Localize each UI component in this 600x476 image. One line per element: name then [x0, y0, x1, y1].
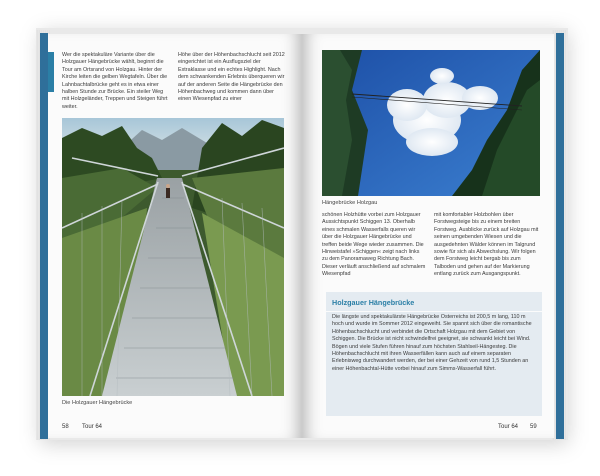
bridge-photo [62, 118, 284, 396]
left-text-column-2: Höhe über der Höhenbachschlucht seit 2012 eingerichtet ist ein Ausflugsziel der Extraklasse und ein echtes Highlight. Nach dem schwankenden Erlebnis überqueren wir auf der anderen Seite die Hängebrücke den Höhenbachweg und kommen dann über einen Wiesenpfad zu einer [178, 52, 285, 103]
info-box-text: Die längste und spektakulärste Hängebrücke Österreichs ist 200,5 m lang, 110 m hoch und wurde im Sommer 2012 eingeweiht. Sie spannt sich über die romantische Höhenbachschlucht und verbindet die Ortschaft Holzgau mit dem Gebiet von Schiggen. Die Brücke ist nicht schwindelfrei geeignet, sie schwankt leicht bei Wind. Bögen und viele Stufen führen hinauf zum höchsten Stahlseil-Hängesteg. Die Höhenbachschlucht mit ihren Wasserfällen kann auch auf einem separaten Erlebnisweg durchwandert werden, der bei einer Gehzeit von rund 1,5 Stunden an einer Höhenbachtal-Hütte vorbei hinauf zum Simms-Wasserfall führt. [332, 314, 532, 372]
tour-label-right: Tour 64 [498, 424, 519, 430]
section-marker [48, 52, 54, 92]
right-text-column-2: mit komfortabler Holzbohlen über Forstwegsteige bis zu einem breiten Forstweg. Ausblicke zurück auf Holzgau mit seinen umgebenden Wiesen und die ausgedehnten Wälder können im Talgrund sowie für sich als Abwechslung. Wir folgen dem Forstweg leicht bergab bis zum Talboden und gehen auf der Markierung entlang zurück zum Ausgangspunkt. [434, 212, 539, 278]
right-page [302, 34, 554, 438]
page-number-left: 58 [62, 424, 69, 430]
page-number-right: 59 [530, 424, 537, 430]
info-box-title: Holzgauer Hängebrücke [326, 292, 542, 312]
left-text-column-1: Wer die spektakuläre Variante über die Holzgauer Hängebrücke wählt, beginnt die Tour am Ortsrand von Holzgau. Hinter der Kirche leiten die gelben Wegtafeln. Über die Lahnbachtalbrücke geht es in etwa einer halben Stunde zur Brücke. Ein steiler Weg mit Holzgeländer, Treppen und Steigen führt weiter. [62, 52, 168, 110]
right-photo-caption: Hängebrücke Holzgau [322, 200, 378, 206]
right-text-column-1: schönen Holzhütte vorbei zum Holzgauer Aussichtspunkt Schiggen 13. Oberhalb eines schmalen Wasserfalls queren wir über die Holzgauer Hängebrücke und treffen beide Wege wieder zusammen. Die Hinweistafel »Schiggen« zeigt nach links zu dem Panoramaweg Richtung Bach. Dieser verläuft anschließend auf schmalem Wiesenpfad [322, 212, 426, 278]
cover-edge-right [556, 33, 564, 439]
tour-label-left: Tour 64 [82, 424, 103, 430]
sky-bridge-photo [322, 50, 540, 196]
left-page [48, 34, 302, 438]
left-photo-caption: Die Holzgauer Hängebrücke [62, 400, 133, 406]
cover-edge-left [40, 33, 48, 439]
info-box [326, 292, 542, 416]
